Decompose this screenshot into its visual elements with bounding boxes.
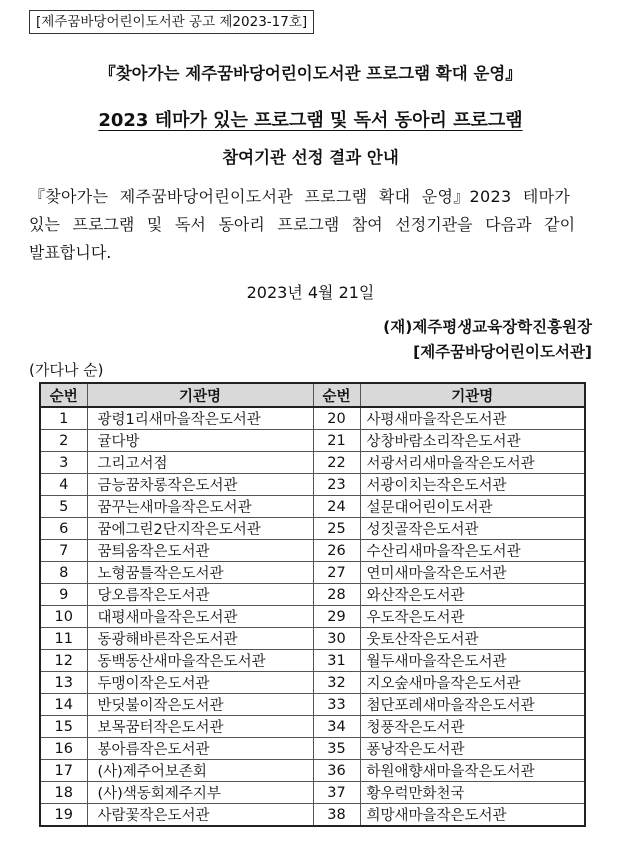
institution-name-right: 서광이치는작은도서관 <box>360 474 585 496</box>
institution-name-left: 대평새마을작은도서관 <box>87 606 313 628</box>
header-number-left: 순번 <box>40 383 87 407</box>
institution-name-right: 희망새마을작은도서관 <box>360 804 585 827</box>
table-row <box>40 430 585 452</box>
header-name-left: 기관명 <box>87 383 313 407</box>
institution-name-right: 황우럭만화천국 <box>360 782 585 804</box>
selected-institutions-table <box>39 382 586 827</box>
institution-name-right: 하원애향새마을작은도서관 <box>360 760 585 782</box>
table-row <box>40 804 585 827</box>
row-number-left: 18 <box>40 782 87 804</box>
row-number-left: 3 <box>40 452 87 474</box>
institution-name-right: 첨단포레새마을작은도서관 <box>360 694 585 716</box>
table-row <box>40 738 585 760</box>
row-number-right: 36 <box>313 760 360 782</box>
institution-name-left: 그리고서점 <box>87 452 313 474</box>
institution-name-right: 연미새마을작은도서관 <box>360 562 585 584</box>
table-row <box>40 540 585 562</box>
body-line-1: 『찾아가는 제주꿈바당어린이도서관 프로그램 확대 운영』2023 테마가 <box>29 187 571 206</box>
institution-name-left: 사람꽃작은도서관 <box>87 804 313 827</box>
table-row <box>40 452 585 474</box>
institution-name-right: 웃토산작은도서관 <box>360 628 585 650</box>
institution-name-left: 귤다방 <box>87 430 313 452</box>
table-row <box>40 407 585 430</box>
row-number-left: 5 <box>40 496 87 518</box>
institution-name-left: 반딧불이작은도서관 <box>87 694 313 716</box>
institution-name-right: 우도작은도서관 <box>360 606 585 628</box>
institution-name-left: 보목꿈터작은도서관 <box>87 716 313 738</box>
table-row <box>40 760 585 782</box>
table-row <box>40 672 585 694</box>
table-row <box>40 716 585 738</box>
institution-name-left: (사)색동회제주지부 <box>87 782 313 804</box>
row-number-right: 29 <box>313 606 360 628</box>
institution-name-right: 성짓골작은도서관 <box>360 518 585 540</box>
table-row <box>40 562 585 584</box>
table-row <box>40 694 585 716</box>
row-number-left: 13 <box>40 672 87 694</box>
institution-name-left: 동백동산새마을작은도서관 <box>87 650 313 672</box>
row-number-right: 27 <box>313 562 360 584</box>
row-number-left: 16 <box>40 738 87 760</box>
table-row <box>40 474 585 496</box>
institution-name-right: 서광서리새마을작은도서관 <box>360 452 585 474</box>
table-row <box>40 496 585 518</box>
institution-name-left: 꿈꾸는새마을작은도서관 <box>87 496 313 518</box>
row-number-right: 26 <box>313 540 360 562</box>
row-number-left: 17 <box>40 760 87 782</box>
row-number-right: 21 <box>313 430 360 452</box>
institution-name-left: 꿈에그린2단지작은도서관 <box>87 518 313 540</box>
body-line-3: 발표합니다. <box>29 243 112 262</box>
institution-name-left: (사)제주어보존회 <box>87 760 313 782</box>
title-line-2-text: 2023 테마가 있는 프로그램 및 독서 동아리 프로그램 <box>98 110 523 131</box>
institution-name-right: 월두새마을작은도서관 <box>360 650 585 672</box>
row-number-right: 37 <box>313 782 360 804</box>
table-header-row <box>40 383 585 407</box>
row-number-left: 11 <box>40 628 87 650</box>
announcement-date: 2023년 4월 21일 <box>246 283 375 302</box>
row-number-left: 9 <box>40 584 87 606</box>
institution-name-left: 두맹이작은도서관 <box>87 672 313 694</box>
table-row <box>40 584 585 606</box>
institution-name-right: 설문대어린이도서관 <box>360 496 585 518</box>
row-number-left: 8 <box>40 562 87 584</box>
row-number-left: 19 <box>40 804 87 827</box>
institution-name-right: 청풍작은도서관 <box>360 716 585 738</box>
order-note: (가다나 순) <box>29 361 104 379</box>
institution-name-right: 와산작은도서관 <box>360 584 585 606</box>
row-number-left: 10 <box>40 606 87 628</box>
row-number-right: 30 <box>313 628 360 650</box>
table-row <box>40 782 585 804</box>
institution-name-left: 노형꿈틀작은도서관 <box>87 562 313 584</box>
row-number-right: 25 <box>313 518 360 540</box>
institution-name-right: 수산리새마을작은도서관 <box>360 540 585 562</box>
institution-name-right: 지오숲새마을작은도서관 <box>360 672 585 694</box>
row-number-right: 28 <box>313 584 360 606</box>
row-number-left: 1 <box>40 407 87 430</box>
notice-number: [제주꿈바당어린이도서관 공고 제2023-17호] <box>29 10 314 34</box>
institution-name-right: 퐁낭작은도서관 <box>360 738 585 760</box>
row-number-right: 33 <box>313 694 360 716</box>
row-number-right: 34 <box>313 716 360 738</box>
row-number-left: 7 <box>40 540 87 562</box>
row-number-left: 4 <box>40 474 87 496</box>
institution-name-left: 당오름작은도서관 <box>87 584 313 606</box>
body-line-2: 있는 프로그램 및 독서 동아리 프로그램 참여 선정기관을 다음과 같이 <box>29 215 576 234</box>
header-number-right: 순번 <box>313 383 360 407</box>
institution-name-right: 상창바람소리작은도서관 <box>360 430 585 452</box>
row-number-right: 31 <box>313 650 360 672</box>
row-number-right: 22 <box>313 452 360 474</box>
row-number-right: 35 <box>313 738 360 760</box>
row-number-left: 15 <box>40 716 87 738</box>
institution-name-left: 동광해바른작은도서관 <box>87 628 313 650</box>
institution-name-left: 광령1리새마을작은도서관 <box>87 407 313 430</box>
issuer-line-1: (재)제주평생교육장학진흥원장 <box>383 318 592 336</box>
issuer-line-2: [제주꿈바당어린이도서관] <box>413 343 592 361</box>
row-number-right: 20 <box>313 407 360 430</box>
table-row <box>40 606 585 628</box>
row-number-left: 6 <box>40 518 87 540</box>
institution-name-left: 꿈틔움작은도서관 <box>87 540 313 562</box>
header-name-right: 기관명 <box>360 383 585 407</box>
row-number-right: 32 <box>313 672 360 694</box>
title-line-2 <box>0 106 621 132</box>
row-number-right: 38 <box>313 804 360 827</box>
table-body <box>40 407 585 826</box>
row-number-right: 24 <box>313 496 360 518</box>
title-line-3: 참여기관 선정 결과 안내 <box>222 148 399 167</box>
institution-name-left: 봉아름작은도서관 <box>87 738 313 760</box>
row-number-left: 2 <box>40 430 87 452</box>
institution-name-right: 사평새마을작은도서관 <box>360 407 585 430</box>
table-row <box>40 650 585 672</box>
row-number-left: 14 <box>40 694 87 716</box>
table-row <box>40 518 585 540</box>
title-line-1: 『찾아가는 제주꿈바당어린이도서관 프로그램 확대 운영』 <box>99 64 522 83</box>
row-number-right: 23 <box>313 474 360 496</box>
institution-name-left: 금능꿈차롱작은도서관 <box>87 474 313 496</box>
row-number-left: 12 <box>40 650 87 672</box>
table-row <box>40 628 585 650</box>
